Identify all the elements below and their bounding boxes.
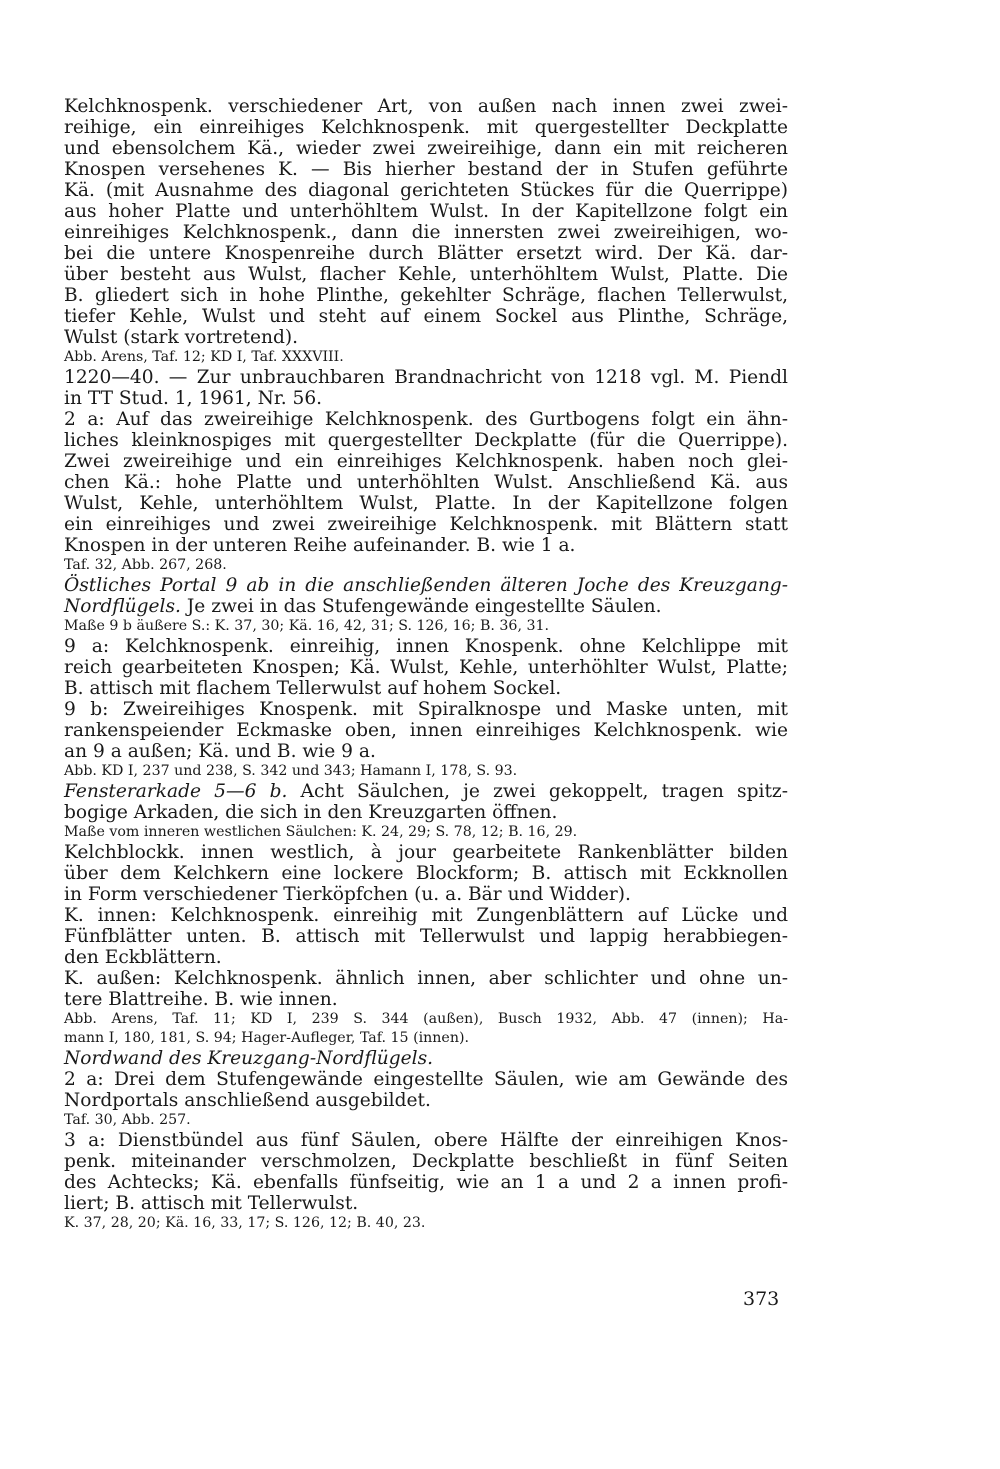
page-body <box>64 96 788 1233</box>
reference-line: Abb. Arens, Taf. 11; KD I, 239 S. 344 (außen), Busch 1932, Abb. 47 (innen); Ha- <box>64 1011 788 1027</box>
text-line: Kelchknospenk. verschiedener Art, von außen nach innen zwei zwei- <box>64 96 788 117</box>
reference-line: Taf. 30, Abb. 257. <box>64 1112 191 1128</box>
text-line: Wulst, Kehle, unterhöhltem Wulst, Platte. In der Kapitellzone folgen <box>64 493 788 514</box>
text-line: bei die untere Knospenreihe durch Blätter ersetzt wird. Der Kä. dar- <box>64 243 788 264</box>
text-line: Nordportals anschließend ausgebildet. <box>64 1090 431 1111</box>
text-line: Knospen in der unteren Reihe aufeinander. B. wie 1 a. <box>64 535 576 556</box>
text-line: penk. miteinander verschmolzen, Deckplatte beschließt in fünf Seiten <box>64 1151 788 1172</box>
text-line: liches kleinknospiges mit quergestellter Deckplatte (für die Querrippe). <box>64 430 788 451</box>
text-line: aus hoher Platte und unterhöhltem Wulst. In der Kapitellzone folgt ein <box>64 201 788 222</box>
text-line: reihige, ein einreihiges Kelchknospenk. mit quergestellter Deckplatte <box>64 117 788 138</box>
text-line: Wulst (stark vortretend). <box>64 327 299 348</box>
text-line: 1220—40. — Zur unbrauchbaren Brandnachricht von 1218 vgl. M. Piendl <box>64 367 788 388</box>
text-line: Knospen versehenes K. — Bis hierher bestand der in Stufen geführte <box>64 159 788 180</box>
text-line: 9 b: Zweireihiges Knospenk. mit Spiralknospe und Maske unten, mit <box>64 699 788 720</box>
reference-line: Abb. Arens, Taf. 12; KD I, Taf. XXXVIII. <box>64 349 344 365</box>
text-line: Nordwand des Kreuzgang-Nordflügels. <box>64 1048 434 1069</box>
text-line: K. außen: Kelchknospenk. ähnlich innen, aber schlichter und ohne un- <box>64 968 788 989</box>
text-line: 2 a: Auf das zweireihige Kelchknospenk. des Gurtbogens folgt ein ähn- <box>64 409 788 430</box>
text-line: Fensterarkade 5—6 b. Acht Säulchen, je zwei gekoppelt, tragen spitz- <box>64 781 788 802</box>
text-line: in Form verschiedener Tierköpfchen (u. a. Bär und Widder). <box>64 884 631 905</box>
text-line: chen Kä.: hohe Platte und unterhöhlten Wulst. Anschließend Kä. aus <box>64 472 788 493</box>
text-line: des Achtecks; Kä. ebenfalls fünfseitig, wie an 1 a und 2 a innen profi- <box>64 1172 788 1193</box>
text-line: Kä. (mit Ausnahme des diagonal gerichteten Stückes für die Querrippe) <box>64 180 788 201</box>
text-line: B. attisch mit flachem Tellerwulst auf hohem Sockel. <box>64 678 562 699</box>
text-line: an 9 a außen; Kä. und B. wie 9 a. <box>64 741 376 762</box>
text-line: einreihiges Kelchknospenk., dann die innersten zwei zweireihigen, wo- <box>64 222 788 243</box>
text-line: Östliches Portal 9 ab in die anschließenden älteren Joche des Kreuzgang- <box>64 575 788 596</box>
text-line: rankenspeiender Eckmaske oben, innen einreihiges Kelchknospenk. wie <box>64 720 788 741</box>
text-line: über dem Kelchkern eine lockere Blockform; B. attisch mit Eckknollen <box>64 863 788 884</box>
page-number: 373 <box>743 1288 780 1310</box>
text-line: über besteht aus Wulst, flacher Kehle, unterhöhltem Wulst, Platte. Die <box>64 264 788 285</box>
text-line: bogige Arkaden, die sich in den Kreuzgarten öffnen. <box>64 802 558 823</box>
text-line: liert; B. attisch mit Tellerwulst. <box>64 1193 359 1214</box>
reference-line: Abb. KD I, 237 und 238, S. 342 und 343; Hamann I, 178, S. 93. <box>64 763 518 779</box>
text-line: Fünfblätter unten. B. attisch mit Tellerwulst und lappig herabbiegen- <box>64 926 788 947</box>
text-line: tere Blattreihe. B. wie innen. <box>64 989 338 1010</box>
reference-line: K. 37, 28, 20; Kä. 16, 33, 17; S. 126, 12; B. 40, 23. <box>64 1215 426 1231</box>
reference-line: Maße 9 b äußere S.: K. 37, 30; Kä. 16, 42, 31; S. 126, 16; B. 36, 31. <box>64 618 550 634</box>
text-line: den Eckblättern. <box>64 947 222 968</box>
text-line: Kelchblockk. innen westlich, à jour gearbeitete Rankenblätter bilden <box>64 842 788 863</box>
text-line: Nordflügels. Je zwei in das Stufengewände eingestellte Säulen. <box>64 596 662 617</box>
text-line: reich gearbeiteten Knospen; Kä. Wulst, Kehle, unterhöhlter Wulst, Platte; <box>64 657 788 678</box>
reference-line: Maße vom inneren westlichen Säulchen: K. 24, 29; S. 78, 12; B. 16, 29. <box>64 824 578 840</box>
text-line: und ebensolchem Kä., wieder zwei zweireihige, dann ein mit reicheren <box>64 138 788 159</box>
text-line: K. innen: Kelchknospenk. einreihig mit Zungenblättern auf Lücke und <box>64 905 788 926</box>
text-line: 9 a: Kelchknospenk. einreihig, innen Knospenk. ohne Kelchlippe mit <box>64 636 788 657</box>
text-line: B. gliedert sich in hohe Plinthe, gekehlter Schräge, flachen Tellerwulst, <box>64 285 788 306</box>
text-line: Zwei zweireihige und ein einreihiges Kelchknospenk. haben noch glei- <box>64 451 788 472</box>
reference-line: Taf. 32, Abb. 267, 268. <box>64 557 227 573</box>
text-line: ein einreihiges und zwei zweireihige Kelchknospenk. mit Blättern statt <box>64 514 788 535</box>
text-line: tiefer Kehle, Wulst und steht auf einem Sockel aus Plinthe, Schräge, <box>64 306 788 327</box>
text-line: 2 a: Drei dem Stufengewände eingestellte Säulen, wie am Gewände des <box>64 1069 788 1090</box>
text-line: 3 a: Dienstbündel aus fünf Säulen, obere Hälfte der einreihigen Knos- <box>64 1130 788 1151</box>
reference-line: mann I, 180, 181, S. 94; Hager-Aufleger, Taf. 15 (innen). <box>64 1030 470 1046</box>
text-line: in TT Stud. 1, 1961, Nr. 56. <box>64 388 323 409</box>
